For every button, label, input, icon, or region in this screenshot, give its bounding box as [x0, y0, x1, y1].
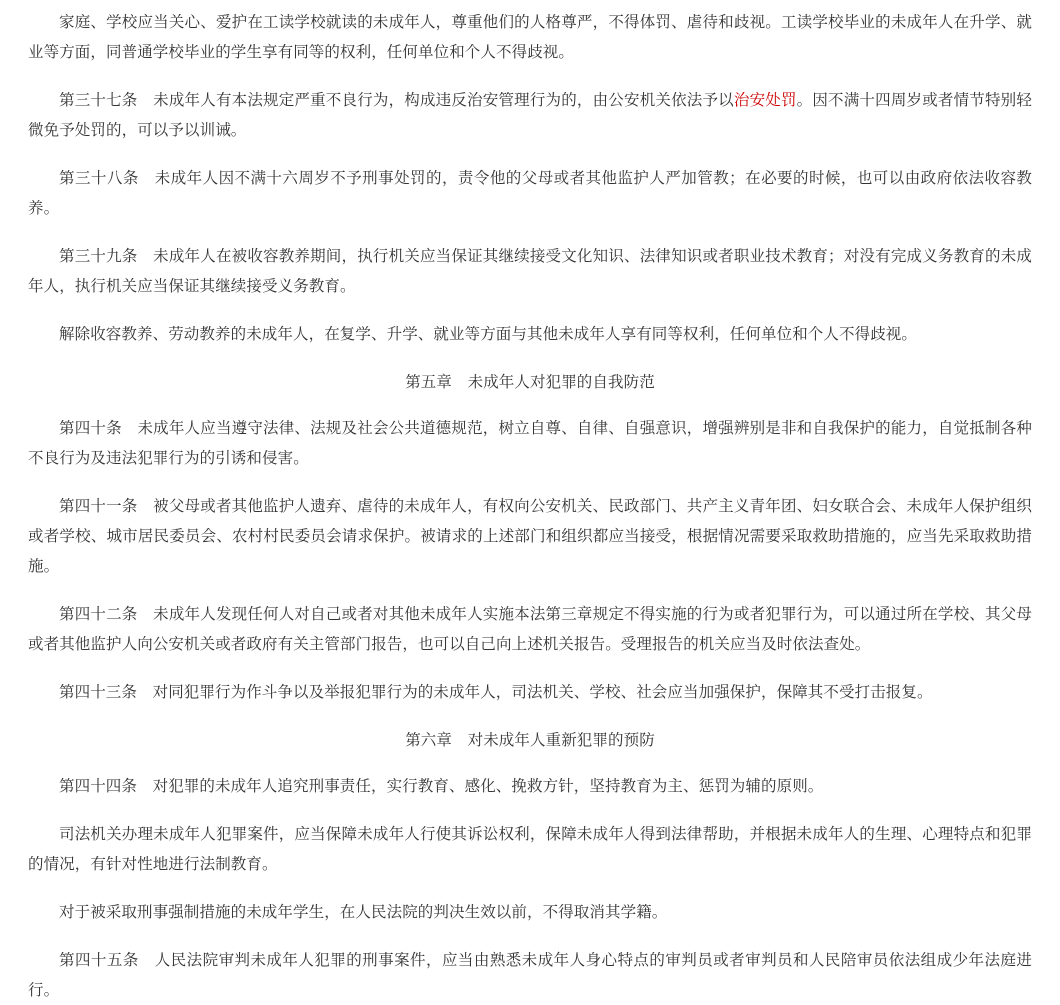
chapter-6-heading: 第六章 对未成年人重新犯罪的预防	[405, 731, 655, 749]
chapter-5-heading: 第五章 未成年人对犯罪的自我防范	[405, 373, 655, 391]
paragraph-article-41: 第四十一条 被父母或者其他监护人遗弃、虐待的未成年人，有权向公安机关、民政部门、共产主义青年团、妇女联合会、未成年人保护组织或者学校、城市居民委员会、农村村民委员会请求保护。被请求的上述部门和组织都应当接受，根据情况需要采取救助措施的，应当先采取救助措施。	[28, 497, 1032, 575]
paragraph-article-38: 第三十八条 未成年人因不满十六周岁不予刑事处罚的，责令他的父母或者其他监护人严加管教；在必要的时候，也可以由政府依法收容教养。	[28, 169, 1032, 217]
paragraph-judicial-handling: 司法机关办理未成年人犯罪案件，应当保障未成年人行使其诉讼权利，保障未成年人得到法律帮助，并根据未成年人的生理、心理特点和犯罪的情况，有针对性地进行法制教育。	[28, 825, 1032, 873]
article-37-text-after: 。因不满十四周岁或者情节特别轻微免予处罚的，可以予以训诫。	[28, 91, 1032, 139]
public-security-penalty-link[interactable]: 治安处罚	[733, 91, 797, 109]
paragraph-student-status: 对于被采取刑事强制措施的未成年学生，在人民法院的判决生效以前，不得取消其学籍。	[59, 903, 668, 921]
paragraph-article-45: 第四十五条 人民法院审判未成年人犯罪的刑事案件，应当由熟悉未成年人身心特点的审判员或者审判员和人民陪审员依法组成少年法庭进行。	[28, 951, 1032, 999]
paragraph-article-37	[28, 85, 1032, 145]
paragraph-school-care: 家庭、学校应当关心、爱护在工读学校就读的未成年人，尊重他们的人格尊严，不得体罚、虐待和歧视。工读学校毕业的未成年人在升学、就业等方面，同普通学校毕业的学生享有同等的权利，任何单位和个人不得歧视。	[28, 13, 1032, 61]
paragraph-article-43: 第四十三条 对同犯罪行为作斗争以及举报犯罪行为的未成年人，司法机关、学校、社会应当加强保护，保障其不受打击报复。	[59, 683, 933, 701]
paragraph-release-rights: 解除收容教养、劳动教养的未成年人，在复学、升学、就业等方面与其他未成年人享有同等权利，任何单位和个人不得歧视。	[59, 325, 918, 343]
paragraph-article-44: 第四十四条 对犯罪的未成年人追究刑事责任，实行教育、感化、挽救方针，坚持教育为主、惩罚为辅的原则。	[59, 777, 824, 795]
paragraph-article-39: 第三十九条 未成年人在被收容教养期间，执行机关应当保证其继续接受文化知识、法律知识或者职业技术教育；对没有完成义务教育的未成年人，执行机关应当保证其继续接受义务教育。	[28, 247, 1032, 295]
article-37-text-before: 第三十七条 未成年人有本法规定严重不良行为，构成违反治安管理行为的，由公安机关依法予以	[59, 91, 734, 109]
paragraph-article-40: 第四十条 未成年人应当遵守法律、法规及社会公共道德规范，树立自尊、自律、自强意识，增强辨别是非和自我保护的能力，自觉抵制各种不良行为及违法犯罪行为的引诱和侵害。	[28, 419, 1032, 467]
paragraph-article-42: 第四十二条 未成年人发现任何人对自己或者对其他未成年人实施本法第三章规定不得实施的行为或者犯罪行为，可以通过所在学校、其父母或者其他监护人向公安机关或者政府有关主管部门报告，也可以自己向上述机关报告。受理报告的机关应当及时依法查处。	[28, 605, 1032, 653]
